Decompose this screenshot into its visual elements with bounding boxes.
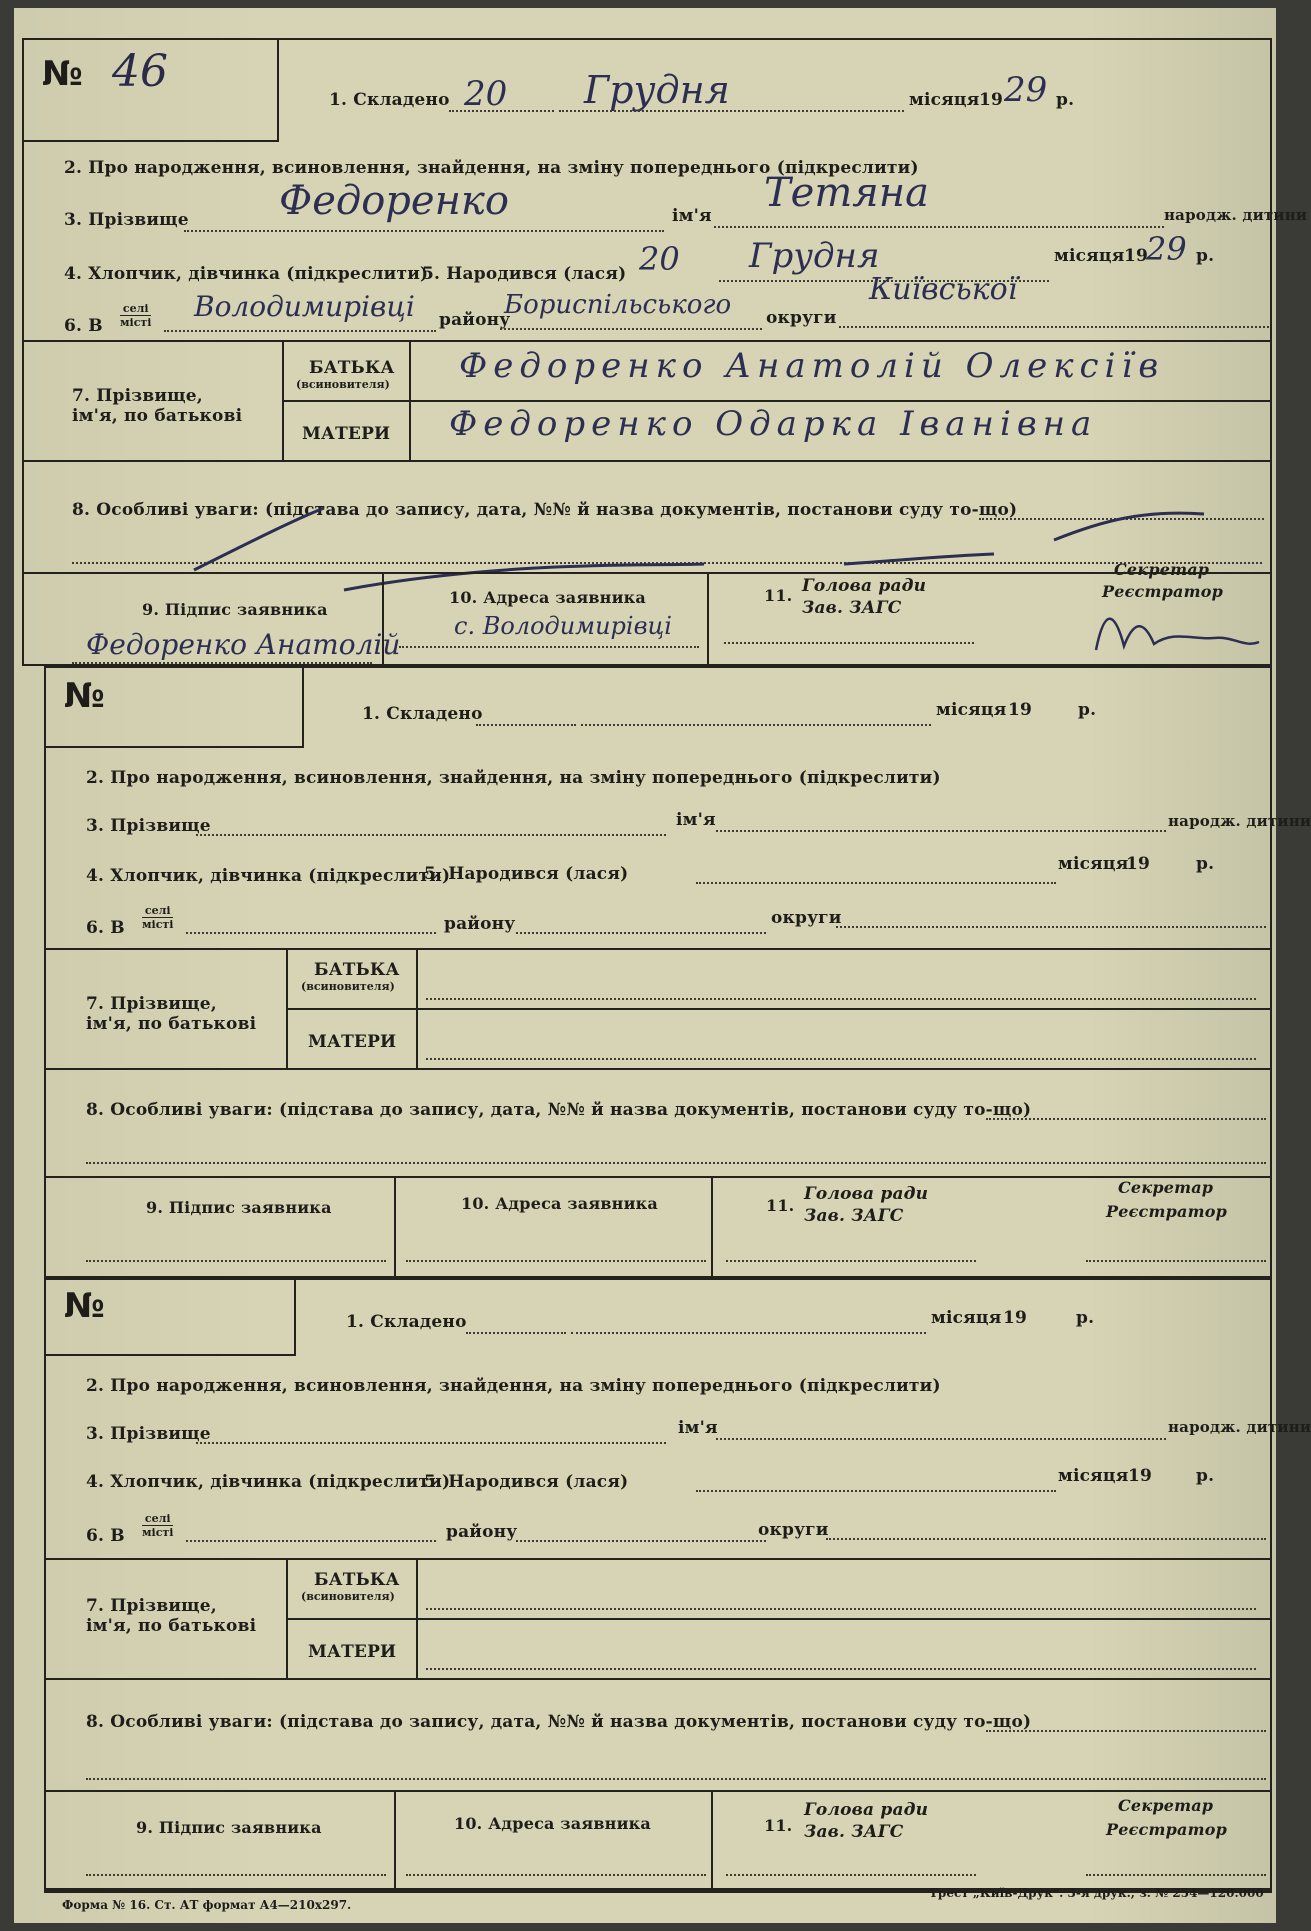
applicant-address-value: с. Володимирівці (454, 612, 672, 640)
applicant-sign-value: Федоренко Анатолій (86, 628, 401, 661)
village-value: Володимирівці (194, 290, 415, 323)
father-label: БАТЬКА (314, 960, 400, 980)
number-sign: № (64, 1286, 105, 1326)
year-prefix: 19 (979, 90, 1004, 110)
born-year-suffix: р. (1196, 1466, 1215, 1486)
secretary-signature (1084, 600, 1264, 664)
father-label: БАТЬКА (309, 358, 395, 378)
notes-label: 8. Особливі уваги: (підстава до запису, дата, №№ й назва документів, постанови суду то-що) (72, 500, 1018, 520)
footer-form-info: Форма № 16. Ст. АТ формат А4—210х297. (62, 1898, 352, 1912)
zags-label: Зав. ЗАГС (802, 598, 902, 618)
born-month-label: місяця (1058, 854, 1129, 874)
surname-label: 3. Прізвище (64, 210, 189, 230)
boy-girl-label: 4. Хлопчик, дівчинка (підкреслити) (64, 264, 429, 284)
boy-girl-label: 4. Хлопчик, дівчинка (підкреслити) (86, 866, 451, 886)
head-num: 11. (764, 1816, 793, 1835)
secretary-label: Секретар (1118, 1796, 1214, 1815)
made-label: 1. Складено (362, 704, 483, 724)
record-block-1 (22, 38, 1308, 666)
in-label: 6. В (86, 1526, 125, 1546)
born-year-prefix: 19 (1128, 1466, 1153, 1486)
head-num: 11. (764, 586, 793, 605)
child-label: народж. дитини (1164, 206, 1308, 224)
head-label: Голова ради (804, 1800, 929, 1820)
registrar-label: Реєстратор (1102, 582, 1223, 601)
year-prefix: 19 (1008, 700, 1033, 720)
sign-label: 9. Підпис заявника (146, 1198, 332, 1217)
mother-label: МАТЕРИ (308, 1032, 397, 1052)
name-label: ім'я (678, 1418, 718, 1438)
village-town-fraction: селі місті (120, 302, 152, 329)
made-label: 1. Складено (329, 90, 450, 110)
born-year-suffix: р. (1196, 854, 1215, 874)
head-label: Голова ради (802, 576, 927, 596)
about-label: 2. Про народження, всиновлення, знайдення, на зміну попереднього (підкреслити) (86, 1376, 941, 1396)
head-num: 11. (766, 1196, 795, 1215)
parents-label: 7. Прізвище, ім'я, по батькові (72, 386, 243, 426)
zags-label: Зав. ЗАГС (804, 1822, 904, 1842)
in-label: 6. В (86, 918, 125, 938)
parents-label: 7. Прізвище, ім'я, по батькові (86, 1596, 257, 1636)
secretary-label: Секретар (1114, 560, 1210, 579)
zags-label: Зав. ЗАГС (804, 1206, 904, 1226)
about-label: 2. Про народження, всиновлення, знайдення, на зміну попереднього (підкреслити) (86, 768, 941, 788)
parents-label: 7. Прізвище, ім'я, по батькові (86, 994, 257, 1034)
month-label: місяця (931, 1308, 1002, 1328)
address-label: 10. Адреса заявника (449, 588, 646, 607)
district-label: району (444, 914, 516, 934)
name-label: ім'я (672, 206, 712, 226)
name-label: ім'я (676, 810, 716, 830)
okrug-label: округи (771, 908, 842, 928)
month-label: місяця (936, 700, 1007, 720)
district-value: Бориспільського (504, 290, 732, 320)
boy-girl-label: 4. Хлопчик, дівчинка (підкреслити) (86, 1472, 451, 1492)
sign-label: 9. Підпис заявника (142, 600, 328, 619)
notes-label: 8. Особливі уваги: (підстава до запису, дата, №№ й назва документів, постанови суду то-що) (86, 1712, 1032, 1732)
surname-value: Федоренко (279, 178, 509, 224)
in-label: 6. В (64, 316, 103, 336)
number-sign: № (64, 676, 105, 716)
footer-printer-info: Трест „Київ-Друк". 3-я друк., з. № 254—120.000 (929, 1886, 1264, 1900)
born-label: 5. Народився (лася) (424, 1472, 629, 1492)
year-suffix: р. (1076, 1308, 1095, 1328)
mother-label: МАТЕРИ (308, 1642, 397, 1662)
child-label: народж. дитини (1168, 812, 1311, 830)
sign-label: 9. Підпис заявника (136, 1818, 322, 1837)
made-day: 20 (464, 74, 508, 114)
born-year-suffix: р. (1196, 246, 1215, 266)
mother-value: Федоренко Одарка Іванівна (449, 404, 1098, 444)
address-label: 10. Адреса заявника (454, 1814, 651, 1833)
record-block-2 (44, 666, 1311, 1278)
adoptive-label: (всиновителя) (301, 980, 395, 993)
born-label: 5. Народився (лася) (422, 264, 627, 284)
registrar-label: Реєстратор (1106, 1202, 1227, 1221)
father-value: Федоренко Анатолій Олексіїв (459, 346, 1165, 386)
adoptive-label: (всиновителя) (296, 378, 390, 391)
surname-label: 3. Прізвище (86, 1424, 211, 1444)
district-label: району (446, 1522, 518, 1542)
born-day: 20 (639, 240, 680, 278)
made-label: 1. Складено (346, 1312, 467, 1332)
record-number-box (24, 40, 279, 142)
notes-label: 8. Особливі уваги: (підстава до запису, дата, №№ й назва документів, постанови суду то-що) (86, 1100, 1032, 1120)
record-number-box (46, 668, 304, 748)
year-suffix: р. (1056, 90, 1075, 110)
okrug-label: округи (758, 1520, 829, 1540)
year-suffix: р. (1078, 700, 1097, 720)
born-month-label: місяця (1054, 246, 1125, 266)
okrug-value: Київської (869, 272, 1018, 307)
secretary-label: Секретар (1118, 1178, 1214, 1197)
born-label: 5. Народився (лася) (424, 864, 629, 884)
mother-label: МАТЕРИ (302, 424, 391, 444)
made-year: 29 (1004, 70, 1048, 110)
okrug-label: округи (766, 308, 837, 328)
address-label: 10. Адреса заявника (461, 1194, 658, 1213)
record-number: 46 (112, 46, 168, 97)
adoptive-label: (всиновителя) (301, 1590, 395, 1603)
record-number-box (46, 1280, 296, 1356)
born-month-label: місяця (1058, 1466, 1129, 1486)
father-label: БАТЬКА (314, 1570, 400, 1590)
document-sheet (14, 8, 1311, 1923)
born-year-prefix: 19 (1124, 246, 1149, 266)
village-town-fraction: селі місті (142, 904, 174, 931)
surname-label: 3. Прізвище (86, 816, 211, 836)
number-sign: № (42, 54, 83, 94)
born-month: Грудня (749, 236, 880, 276)
registrar-label: Реєстратор (1106, 1820, 1227, 1839)
born-year-prefix: 19 (1126, 854, 1151, 874)
about-label: 2. Про народження, всиновлення, знайдення, на зміну попереднього (підкреслити) (64, 158, 919, 178)
child-label: народж. дитини (1168, 1418, 1311, 1436)
year-prefix: 19 (1003, 1308, 1028, 1328)
born-year: 29 (1146, 230, 1187, 268)
made-month: Грудня (584, 68, 730, 112)
name-value: Тетяна (764, 170, 929, 216)
head-label: Голова ради (804, 1184, 929, 1204)
district-label: району (439, 310, 511, 330)
record-block-3 (44, 1278, 1311, 1890)
month-label: місяця (909, 90, 980, 110)
village-town-fraction: селі місті (142, 1512, 174, 1539)
